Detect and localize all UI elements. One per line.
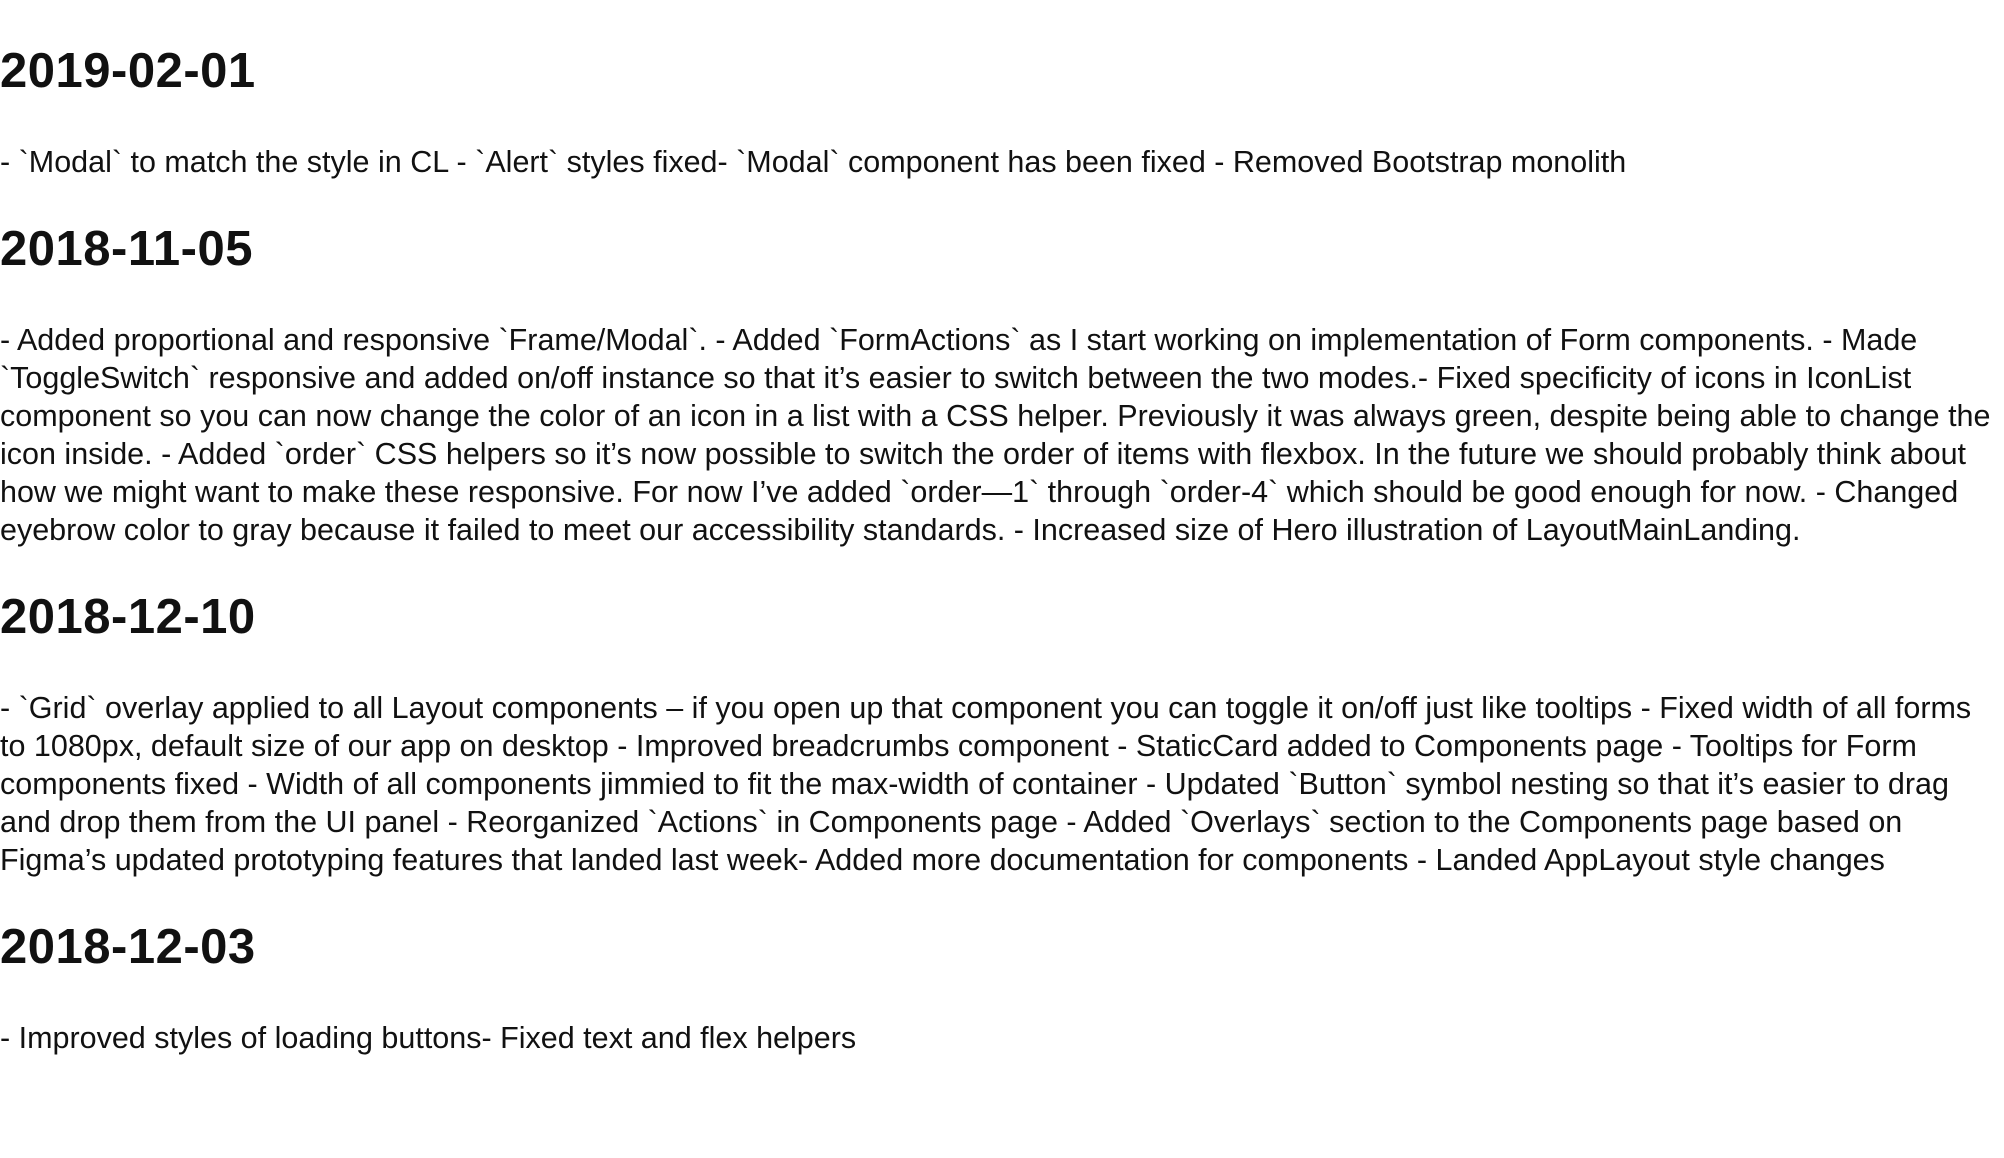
entry-date-heading: 2018-11-05 [0, 222, 253, 276]
changelog-entry [0, 219, 2004, 549]
entry-date-heading: 2018-12-10 [0, 590, 256, 644]
changelog-entry [0, 587, 2004, 879]
entry-date-heading: 2018-12-03 [0, 920, 256, 974]
entry-notes: - Added proportional and responsive `Frame/Modal`. - Added `FormActions` as I start working on implementation of Form components. - Made `ToggleSwitch` responsive and added on/off instance so that it’s easier to switch between the two modes.- Fixed specificity of icons in IconList component so you can now change the color of an icon in a list with a CSS helper. Previously it was always green, despite being able to change the icon inside. - Added `order` CSS helpers so it’s now possible to switch the order of items with flexbox. In the future we should probably think about how we might want to make these responsive. For now I’ve added `order—1` through `order-4` which should be good enough for now. - Changed eyebrow color to gray because it failed to meet our accessibility standards. - Increased size of Hero illustration of LayoutMainLanding. [0, 323, 1991, 547]
entry-notes: - `Modal` to match the style in CL - `Alert` styles fixed- `Modal` component has been fixed - Removed Bootstrap monolith [0, 145, 1627, 179]
entry-date-heading: 2019-02-01 [0, 44, 256, 98]
changelog-entry [0, 917, 2004, 1057]
entry-notes: - Improved styles of loading buttons- Fixed text and flex helpers [0, 1021, 857, 1055]
changelog-entry [0, 41, 2004, 181]
entry-notes: - `Grid` overlay applied to all Layout components – if you open up that component you can toggle it on/off just like tooltips - Fixed width of all forms to 1080px, default size of our app on desktop - Improved breadcrumbs component - StaticCard added to Components page - Tooltips for Form components fixed - Width of all components jimmied to fit the max-width of container - Updated `Button` symbol nesting so that it’s easier to drag and drop them from the UI panel - Reorganized `Actions` in Components page - Added `Overlays` section to the Components page based on Figma’s updated prototyping features that landed last week- Added more documentation for components - Landed AppLayout style changes [0, 691, 1972, 877]
